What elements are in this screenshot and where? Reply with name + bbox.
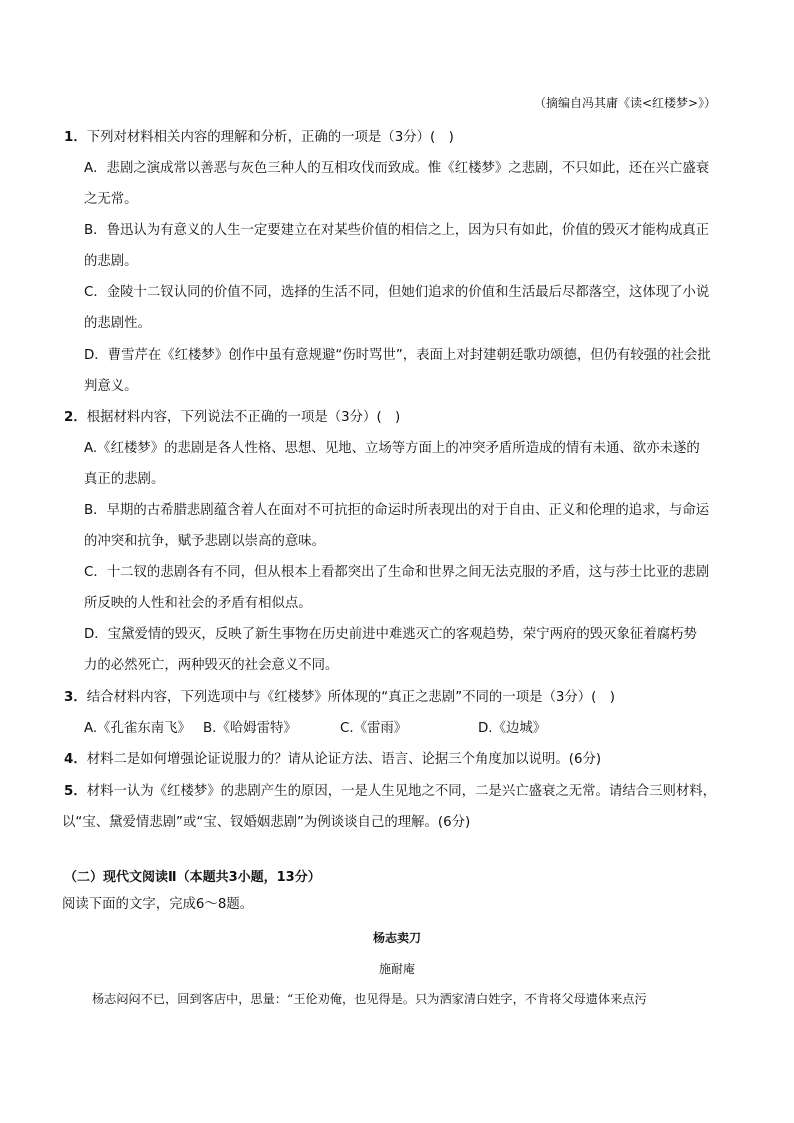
option-b-line-2: 的悲剧。: [84, 254, 138, 269]
option-d-line-2: 判意义。: [84, 379, 138, 394]
question-2-stem: [64, 406, 400, 425]
question-number: 1．: [64, 130, 87, 145]
question-number: 5．: [64, 784, 87, 799]
option-d: D.《边城》: [478, 721, 547, 736]
option-b-line-2: 的冲突和抗争，赋予悲剧以崇高的意味。: [84, 534, 326, 549]
question-text: 结合材料内容，下列选项中与《红楼梦》所体现的“真正之悲剧”不同的一项是（3分）( ): [86, 690, 616, 705]
option-a-line-2: 之无常。: [84, 192, 138, 207]
option-c-line-1: C．十二钗的悲剧各有不同，但从根本上看都突出了生命和世界之间无法克服的矛盾，这与莎士比亚的悲剧: [84, 565, 710, 580]
question-text: 材料一认为《红楼梦》的悲剧产生的原因，一是人生见地之不同，二是兴亡盛衰之无常。请结合三则材料，: [86, 784, 717, 799]
option-a-line-2: 真正的悲剧。: [84, 472, 165, 487]
section-title: （二）现代文阅读Ⅱ（本题共3小题，13分）: [64, 870, 321, 885]
option-c-line-2: 所反映的人性和社会的矛盾有相似点。: [84, 596, 312, 611]
option-a-line-1: A.《红楼梦》的悲剧是各人性格、思想、见地、立场等方面上的冲突矛盾所造成的情有未通、欲亦未遂的: [84, 441, 700, 456]
question-4: [64, 748, 601, 767]
option-a: A.《孔雀东南飞》: [84, 721, 191, 736]
question-number: 2．: [64, 410, 87, 425]
option-a-line-1: A．悲剧之演成常以善恶与灰色三种人的互相攻伐而致成。惟《红楼梦》之悲剧，不只如此，还在兴亡盛衰: [84, 161, 710, 176]
option-d-line-1: D．宝黛爱情的毁灭，反映了新生事物在历史前进中难逃灭亡的客观趋势，荣宁两府的毁灭象征着腐朽势: [84, 627, 697, 642]
question-text: 下列对材料相关内容的理解和分析，正确的一项是（3分）( ): [86, 130, 454, 145]
question-3-stem: [64, 686, 615, 705]
question-text: 根据材料内容，下列说法不正确的一项是（3分）( ): [86, 410, 401, 425]
story-author: 施耐庵: [378, 962, 415, 976]
question-number: 4．: [64, 752, 87, 767]
option-c: C.《雷雨》: [340, 721, 408, 736]
option-b-line-1: B．早期的古希腊悲剧蕴含着人在面对不可抗拒的命运时所表现出的对于自由、正义和伦理的追求，与命运: [84, 503, 710, 518]
option-d-line-2: 力的必然死亡，两种毁灭的社会意义不同。: [84, 658, 339, 673]
source-note: （摘编自冯其庸《读<红楼梦>》）: [534, 96, 717, 110]
question-text: 材料二是如何增强论证说服力的？请从论证方法、语言、论据三个角度加以说明。(6分): [86, 752, 602, 767]
option-c-line-2: 的悲剧性。: [84, 316, 151, 331]
story-title: 杨志卖刀: [372, 931, 421, 945]
option-c-line-1: C．金陵十二钗认同的价值不同，选择的生活不同，但她们追求的价值和生活最后尽都落空，这体现了小说: [84, 285, 710, 300]
question-5-line-1: [64, 780, 716, 799]
option-b-line-1: B．鲁迅认为有意义的人生一定要建立在对某些价值的相信之上，因为只有如此，价值的毁灭才能构成真正: [84, 223, 710, 238]
question-1-stem: [64, 126, 454, 145]
option-b: B.《哈姆雷特》: [203, 721, 297, 736]
section-instruction: 阅读下面的文字，完成6～8题。: [62, 897, 254, 912]
option-d-line-1: D．曹雪芹在《红楼梦》创作中虽有意规避“伤时骂世”，表面上对封建朝廷歌功颂德，但仍有较强的社会批: [84, 348, 711, 363]
story-first-line: 杨志闷闷不已，回到客店中，思量：“王伦劝俺，也见得是。只为洒家清白姓字，不肯将父母遗体来点污: [92, 992, 647, 1006]
question-number: 3．: [64, 690, 87, 705]
question-5-line-2: 以“宝、黛爱情悲剧”或“宝、钗婚姻悲剧”为例谈谈自己的理解。(6分): [62, 815, 471, 830]
